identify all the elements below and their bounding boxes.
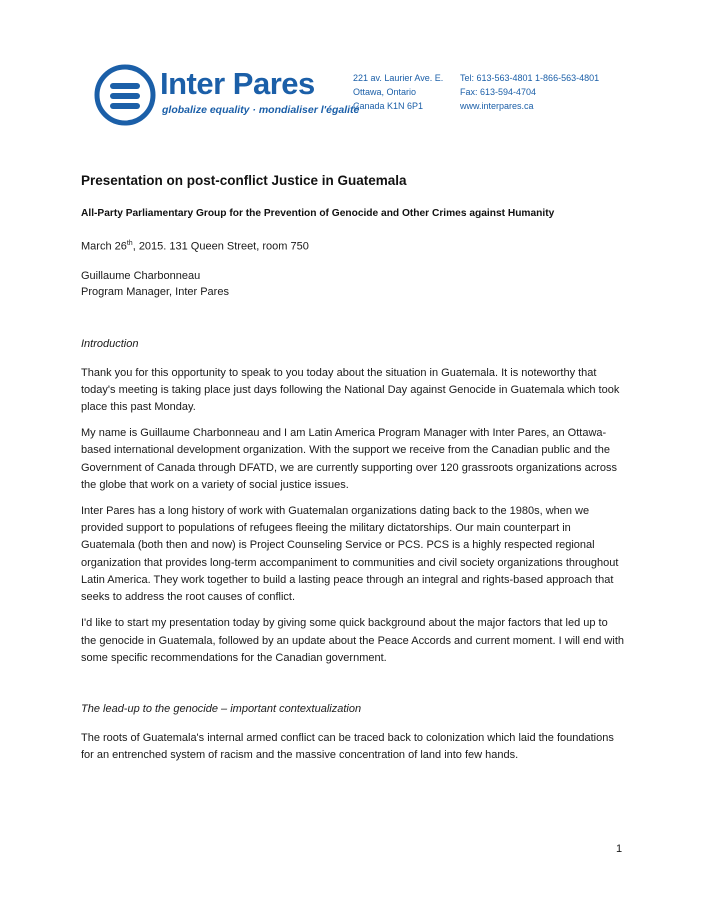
author-role: Program Manager, Inter Pares (81, 285, 229, 298)
letterhead (94, 64, 614, 130)
fax-line: Fax: 613-594-4704 (460, 87, 537, 97)
paragraph: I'd like to start my presentation today by giving some quick background about the major factors that led up to the genocide in Guatemala, followed by an update about the Peace Accords and current moment. I will end with some specific recommendations for the Canadian government. (81, 617, 624, 664)
author-name: Guillaume Charbonneau (81, 269, 201, 282)
contact-block (460, 71, 599, 113)
date-location: , 2015. 131 Queen Street, room 750 (132, 240, 309, 253)
page-number: 1 (616, 843, 623, 855)
document-date (81, 236, 626, 255)
paragraph: The roots of Guatemala's internal armed conflict can be traced back to colonization which laid the foundations for an entrenched system of racism and the massive concentration of land into few hands. (81, 731, 614, 762)
address-line: Canada K1N 6P1 (353, 101, 424, 111)
document-subtitle: All-Party Parliamentary Group for the Prevention of Genocide and Other Crimes against Humanity (81, 208, 555, 219)
date-day: March 26 (81, 240, 127, 253)
org-tagline: globalize equality · mondialiser l'égalité (162, 104, 360, 116)
phone-line: Tel: 613-563-4801 1-866-563-4801 (460, 73, 600, 83)
paragraph: Inter Pares has a long history of work with Guatemalan organizations dating back to the 1980s, when we provided support to populations of refugees fleeing the military dictatorships. Our main counterpart in Guatemala (both then and now) is Project Counseling Service or PCS. PCS is a highly respected regional organization that provides long-term accompaniment to communities and civil society organizations throughout Latin America. They work together to build a lasting peace through an integral and rights-based approach that seeks to address the root causes of conflict. (81, 505, 619, 604)
address-line: Ottawa, Ontario (353, 87, 417, 97)
paragraph: Thank you for this opportunity to speak to you today about the situation in Guatemala. It is noteworthy that today's meeting is taking place just days following the National Day against Genocide in Guatemala which took place this past Monday. (81, 366, 620, 414)
document-body (81, 172, 626, 764)
document-title: Presentation on post-conflict Justice in Guatemala (81, 173, 407, 188)
date-ordinal: th (126, 240, 133, 247)
org-name: Inter Pares (160, 66, 315, 101)
website-link[interactable]: www.interpares.ca (460, 101, 534, 111)
author-block (81, 268, 626, 300)
paragraph: My name is Guillaume Charbonneau and I am Latin America Program Manager with Inter Pares, an Ottawa-based international development organization. With the support we receive from the Canadian public and the Government of Canada through DFATD, we are currently supporting over 120 grassroots organizations across the globe that work on a variety of social justice issues. (81, 427, 618, 491)
context-heading: The lead-up to the genocide – important contextualization (81, 702, 362, 715)
address-line: 221 av. Laurier Ave. E. (353, 73, 444, 83)
inter-pares-logo-icon (94, 64, 156, 126)
introduction-heading: Introduction (81, 337, 139, 350)
address-block (353, 71, 443, 113)
